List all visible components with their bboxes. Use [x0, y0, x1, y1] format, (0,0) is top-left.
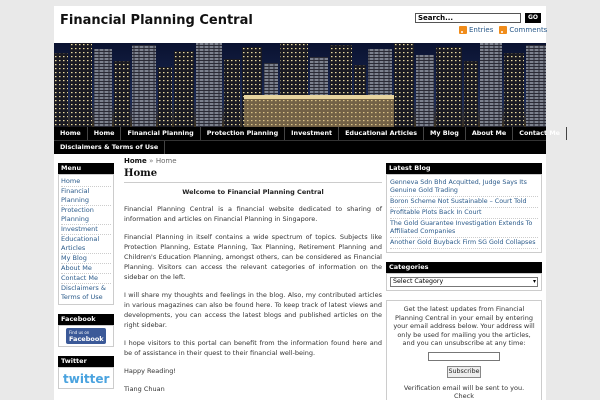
facebook-badge-top: Find us on: [69, 330, 90, 335]
nav-item-protection-planning[interactable]: Protection Planning: [201, 127, 285, 140]
nav-row: [54, 127, 561, 140]
entries-feed-label: Entries: [469, 26, 494, 34]
menu-link-home[interactable]: Home: [61, 177, 111, 187]
twitter-widget-title: Twitter: [58, 356, 114, 367]
breadcrumb: [124, 157, 382, 165]
paragraph: Financial Planning Central is a financial website dedicated to sharing of information and articles on Financial Planning in Singapore.: [124, 205, 382, 223]
subscribe-button[interactable]: Subscribe: [447, 366, 481, 378]
menu-link-financial-planning[interactable]: Financial Planning: [61, 187, 111, 206]
menu-widget: [58, 174, 114, 305]
subscribe-text: Get the latest updates from Financial Planning Central in your email by entering your email address below. Your address will only be used for mailing you the articles, and you can unsubscribe at any time:: [393, 305, 535, 347]
nav-item-educational-articles[interactable]: Educational Articles: [339, 127, 424, 140]
welcome-heading: Welcome to Financial Planning Central: [182, 188, 324, 196]
blog-link[interactable]: Genneva Sdn Bhd Acquitted, Judge Says Its Genuine Gold Trading: [390, 178, 538, 197]
subscribe-widget: [386, 300, 542, 400]
feed-links: [459, 25, 547, 35]
menu-link-disclaimers[interactable]: Disclaimers & Terms of Use: [61, 284, 106, 301]
rss-icon: [499, 26, 507, 34]
paragraph: Financial Planning in itself contains a wide spectrum of topics. Subjects like Protection Planning, Estate Planning, Tax Planning, Retirement Planning and Children's Education Planning, amongst others, can be considered as Financial Planning. Visitors can access the relevant categories of information on the sidebar on the left.: [124, 233, 382, 281]
twitter-widget: [58, 367, 114, 389]
comments-feed-label: Comments: [509, 26, 548, 34]
menu-link-my-blog[interactable]: My Blog: [61, 254, 111, 264]
rss-icon: [459, 26, 467, 34]
latest-blog-title: Latest Blog: [386, 163, 542, 174]
categories-title: Categories: [386, 262, 542, 273]
search-go-button[interactable]: GO: [525, 13, 541, 23]
nav-item-disclaimers[interactable]: Disclaimers & Terms of Use: [54, 141, 165, 154]
nav-item-investment[interactable]: Investment: [285, 127, 339, 140]
facebook-badge-icon[interactable]: [66, 328, 106, 344]
menu-link-contact-me[interactable]: Contact Me: [61, 274, 111, 284]
menu-link-educational-articles[interactable]: Educational Articles: [61, 235, 111, 254]
nav-item-about-me[interactable]: About Me: [466, 127, 513, 140]
nav-item-my-blog[interactable]: My Blog: [424, 127, 466, 140]
categories-widget: [386, 273, 542, 291]
twitter-logo-icon[interactable]: [62, 370, 110, 386]
twitter-logo-text: twitter: [63, 372, 110, 386]
nav-item-contact-me[interactable]: Contact Me: [513, 127, 567, 140]
blog-link[interactable]: Another Gold Buyback Firm SG Gold Collapses: [390, 238, 538, 249]
facebook-widget: [58, 325, 114, 347]
paragraph: I hope visitors to this portal can benefit from the information found here and be of assistance in their quest to their financial well-being.: [124, 339, 382, 357]
facebook-widget-title: Facebook: [58, 314, 114, 325]
category-select[interactable]: Select Category ▾: [390, 277, 538, 287]
nav-row: [54, 140, 546, 153]
menu-link-investment[interactable]: Investment: [61, 225, 111, 235]
skyline-image: [54, 43, 546, 127]
paragraph: Happy Reading!: [124, 367, 177, 375]
city-skyline-banner: [54, 43, 546, 127]
email-input[interactable]: [428, 352, 500, 361]
menu-link-about-me[interactable]: About Me: [61, 264, 111, 274]
page-title: Home: [124, 168, 382, 183]
verification-text: Verification email will be sent to you. Check: [403, 383, 525, 400]
left-sidebar: [58, 163, 114, 389]
breadcrumb-home-link[interactable]: Home: [124, 157, 147, 165]
header: [54, 6, 546, 43]
breadcrumb-separator: »: [149, 157, 154, 165]
facebook-badge-label: Facebook: [69, 335, 104, 343]
search-input[interactable]: Search...: [415, 13, 521, 23]
blog-link[interactable]: Boron Scheme Not Sustainable – Court Told: [390, 197, 538, 208]
site-title[interactable]: Financial Planning Central: [60, 13, 253, 28]
paragraph: I will share my thoughts and feelings in the blog. Also, my contributed articles in various magazines can also be found here. To keep track of latest views and developments, you can access the latest blogs and published articles on the right sidebar.: [124, 291, 382, 329]
blog-link[interactable]: The Gold Guarantee Investigation Extends To Affiliated Companies: [390, 219, 538, 238]
comments-feed-link[interactable]: [499, 25, 547, 35]
menu-link-protection-planning[interactable]: Protection Planning: [61, 206, 111, 225]
main-nav: [54, 127, 561, 154]
page: [54, 6, 561, 400]
main-content: [124, 157, 382, 394]
latest-blog-widget: [386, 174, 542, 253]
blog-link[interactable]: Profitable Plots Back In Court: [390, 208, 538, 219]
nav-item-home-2[interactable]: Home: [88, 127, 122, 140]
nav-item-financial-planning[interactable]: Financial Planning: [121, 127, 200, 140]
paragraph: Tiang Chuan: [124, 385, 165, 393]
menu-widget-title: Menu: [58, 163, 114, 174]
breadcrumb-current: Home: [155, 157, 177, 165]
entries-feed-link[interactable]: [459, 25, 493, 35]
nav-item-home[interactable]: Home: [54, 127, 88, 140]
right-sidebar: [386, 163, 542, 400]
